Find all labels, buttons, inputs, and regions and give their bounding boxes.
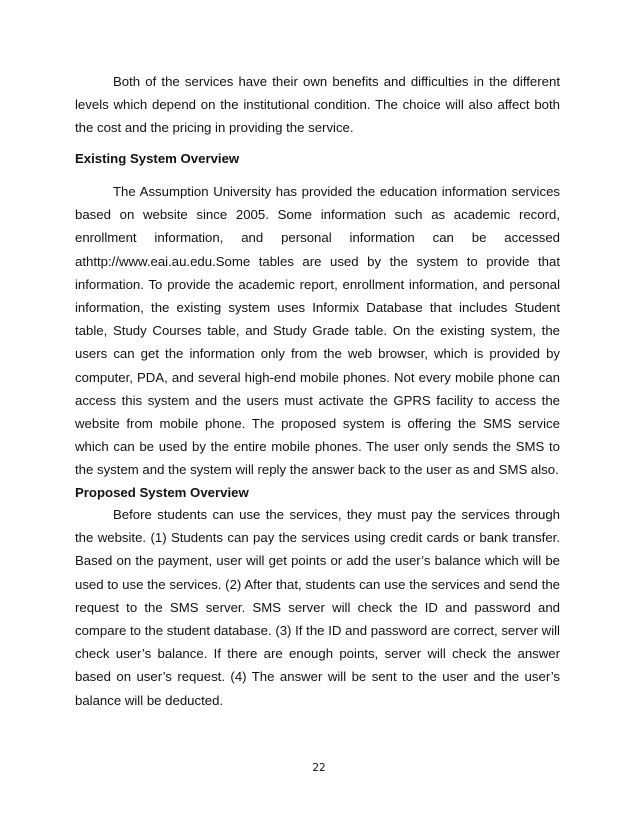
- existing-system-paragraph: [75, 180, 560, 482]
- paragraph-text: Both of the services have their own benefits and difficulties in the different levels which depend on the institutional condition. The choice will also affect both the cost and the pricing in providing the service.: [75, 74, 560, 136]
- proposed-system-paragraph: [75, 503, 560, 712]
- paragraph-text: Before students can use the services, they must pay the services through the website. (1) Students can pay the services using credit cards or bank transfer. Based on the payment, user will get points or add the user’s balance which will be used to use the services. (2) After that, students can use the services and send the request to the SMS server. SMS server will check the ID and password and compare to the student database. (3) If the ID and password are correct, server will check user’s balance. If there are enough points, server will check the answer based on user’s request. (4) The answer will be sent to the user and the user’s balance will be deducted.: [75, 507, 560, 708]
- existing-system-heading: Existing System Overview: [75, 151, 240, 166]
- paragraph-text: The Assumption University has provided the education information services based on website since 2005. Some information such as academic record, enrollment information, and personal information can be accessed athttp://www.eai.au.edu.Some tables are used by the system to provide that information. To provide the academic report, enrollment information, and personal information, the existing system uses Informix Database that includes Student table, Study Courses table, and Study Grade table. On the existing system, the users can get the information only from the web browser, which is provided by computer, PDA, and several high-end mobile phones. Not every mobile phone can access this system and the users must activate the GPRS facility to access the website from mobile phone. The proposed system is offering the SMS service which can be used by the entire mobile phones. The user only sends the SMS to the system and the system will reply the answer back to the user as and SMS also.: [75, 184, 560, 478]
- proposed-system-heading: Proposed System Overview: [75, 485, 249, 500]
- services-paragraph: [75, 70, 560, 140]
- page-number: 22: [312, 762, 326, 774]
